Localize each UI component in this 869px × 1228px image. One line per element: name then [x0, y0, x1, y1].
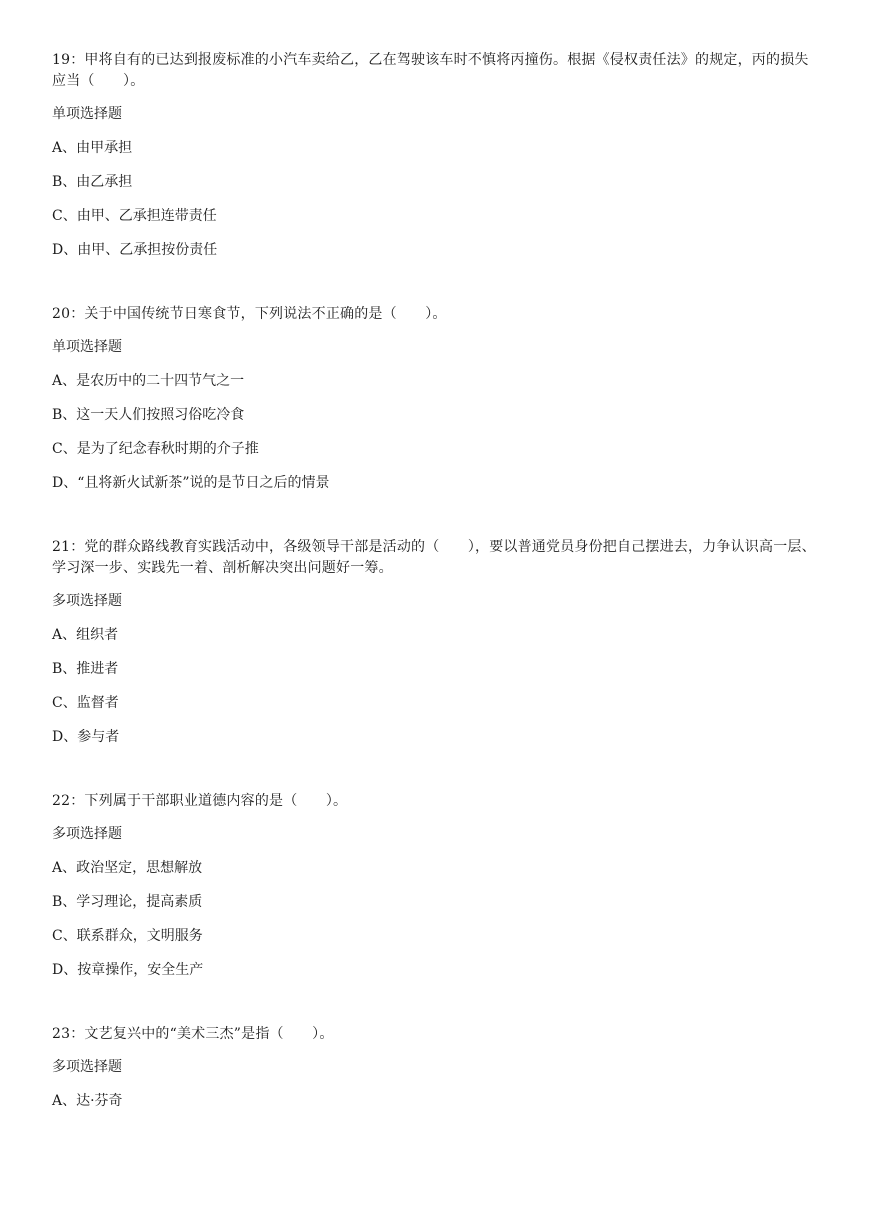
- question-text: 20：关于中国传统节日寒食节，下列说法不正确的是（ ）。: [52, 306, 447, 322]
- option-b: B、这一天人们按照习俗吃冷食: [52, 407, 245, 423]
- question-type: 多项选择题: [52, 593, 122, 609]
- option-list: [52, 138, 822, 261]
- option-d: D、按章操作，安全生产: [52, 962, 204, 978]
- document-page: [52, 50, 822, 1155]
- option-a: A、政治坚定，思想解放: [52, 860, 203, 876]
- question-text: 23：文艺复兴中的“美术三杰”是指（ ）。: [52, 1026, 334, 1042]
- option-a: A、组织者: [52, 627, 119, 643]
- option-b: B、推进者: [52, 661, 119, 677]
- option-c: C、是为了纪念春秋时期的介子推: [52, 441, 259, 457]
- question-19: [52, 50, 822, 261]
- question-23: [52, 1024, 822, 1112]
- option-a: A、达·芬奇: [52, 1093, 123, 1109]
- question-21: [52, 537, 822, 748]
- option-list: [52, 858, 822, 981]
- option-a: A、由甲承担: [52, 140, 133, 156]
- option-list: [52, 371, 822, 494]
- question-type: 单项选择题: [52, 339, 122, 355]
- question-20: [52, 304, 822, 494]
- question-text: 19：甲将自有的已达到报废标准的小汽车卖给乙，乙在驾驶该车时不慎将丙撞伤。根据《侵权责任法》的规定，丙的损失应当（ ）。: [52, 52, 809, 89]
- question-text: 22：下列属于干部职业道德内容的是（ ）。: [52, 793, 348, 809]
- option-b: B、学习理论，提高素质: [52, 894, 203, 910]
- option-c: C、联系群众，文明服务: [52, 928, 203, 944]
- option-list: [52, 625, 822, 748]
- option-d: D、参与者: [52, 729, 120, 745]
- question-type: 多项选择题: [52, 1059, 122, 1075]
- option-c: C、由甲、乙承担连带责任: [52, 208, 217, 224]
- option-d: D、由甲、乙承担按份责任: [52, 242, 218, 258]
- question-type: 单项选择题: [52, 106, 122, 122]
- option-b: B、由乙承担: [52, 174, 133, 190]
- option-list: [52, 1091, 822, 1112]
- question-text: 21：党的群众路线教育实践活动中，各级领导干部是活动的（ ），要以普通党员身份把自己摆进去，力争认识高一层、学习深一步、实践先一着、剖析解决突出问题好一筹。: [52, 539, 816, 576]
- option-c: C、监督者: [52, 695, 119, 711]
- question-22: [52, 791, 822, 981]
- question-type: 多项选择题: [52, 826, 122, 842]
- option-d: D、“且将新火试新茶”说的是节日之后的情景: [52, 475, 330, 491]
- option-a: A、是农历中的二十四节气之一: [52, 373, 245, 389]
